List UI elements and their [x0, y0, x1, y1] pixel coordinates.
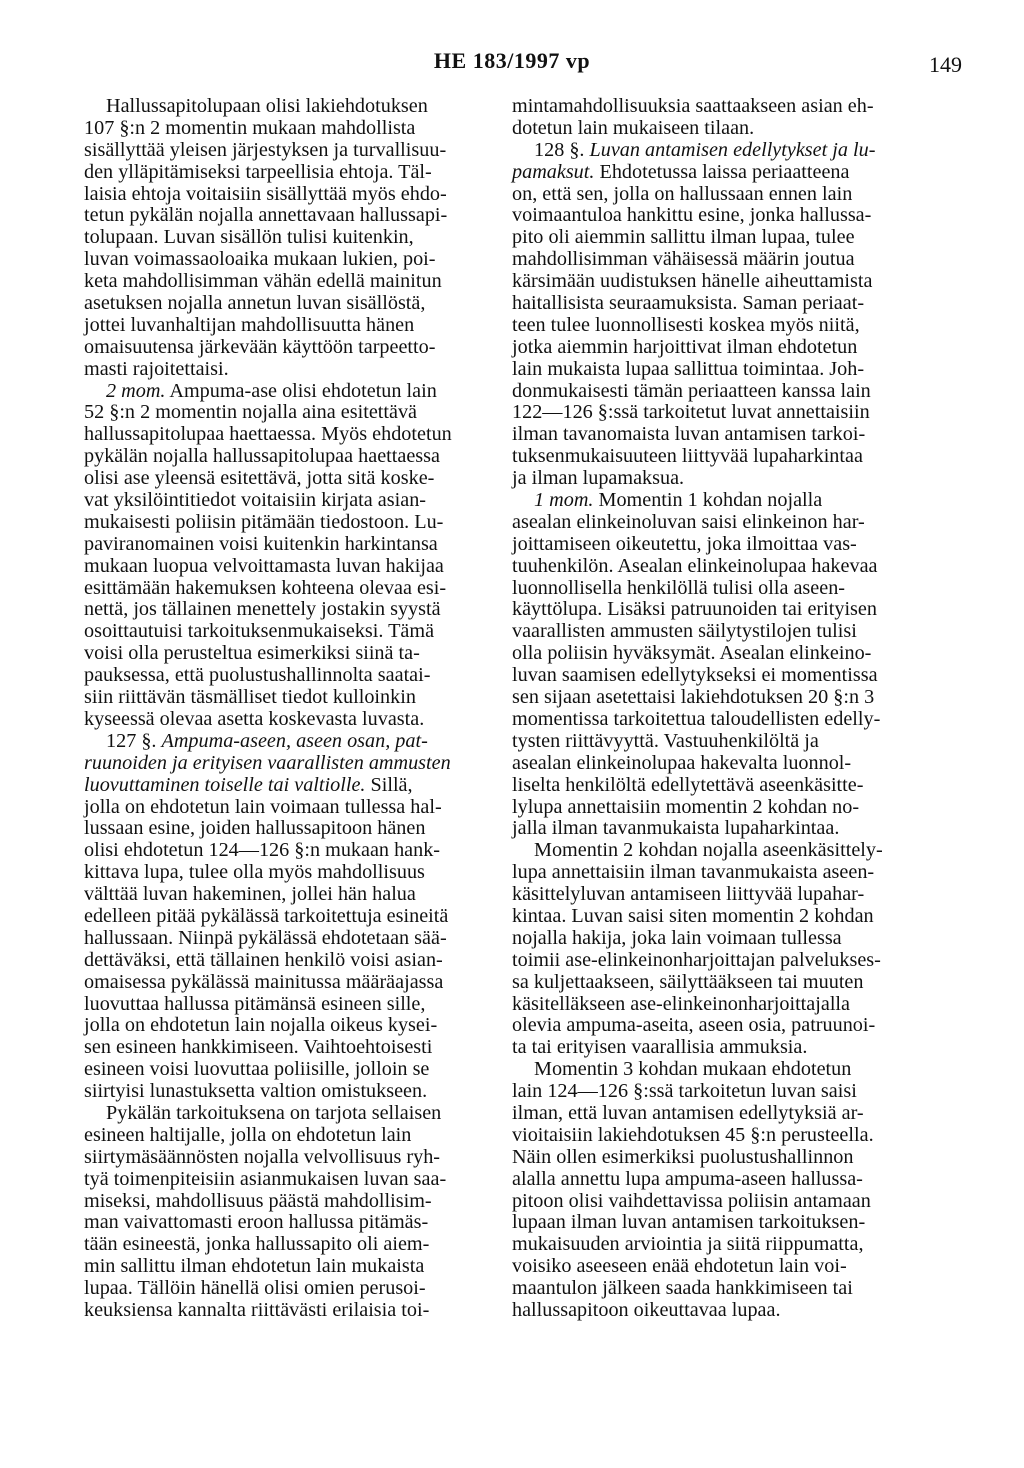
text-line	[512, 862, 940, 884]
text-line	[512, 402, 940, 424]
body-text: ja ilman lupamaksua.	[512, 467, 685, 490]
body-text: dettäväksi, että tällainen henkilö voisi asian-	[84, 948, 443, 971]
text-line	[84, 1191, 512, 1213]
body-text: pitoon olisi vaihdettavissa poliisin antamaan	[512, 1189, 871, 1212]
body-text: sa kuljettaakseen, säilyttääkseen tai muuten	[512, 970, 864, 993]
text-line	[512, 818, 940, 840]
body-text: 107 §:n 2 momentin mukaan mahdollista	[84, 116, 416, 139]
text-line	[84, 184, 512, 206]
body-text: Ehdotetussa laissa periaatteena	[594, 160, 850, 183]
body-text: pauksessa, että puolustushallinnolta saatai-	[84, 664, 431, 687]
text-line	[84, 534, 512, 556]
body-text: jolla on ehdotetun lain nojalla oikeus kysei-	[84, 1014, 438, 1037]
text-line	[84, 578, 512, 600]
body-text: kärsimään uudistuksen hänelle aiheuttamista	[512, 270, 873, 293]
body-text: käyttölupa. Lisäksi patruunoiden tai erityisen	[512, 598, 877, 621]
body-text: lupa annettaisiin ilman tavanmukaista aseen-	[512, 861, 875, 884]
text-line	[84, 1147, 512, 1169]
body-text: Momentin 1 kohdan nojalla	[593, 489, 823, 512]
text-line	[84, 468, 512, 490]
italic-heading-text: luovuttaminen toiselle tai valtiolle.	[84, 773, 366, 796]
body-text: pito oli aiemmin sallittu ilman lupaa, tulee	[512, 226, 855, 249]
body-text: luonnollisella henkilöllä tulisi olla aseen-	[512, 576, 846, 599]
text-line	[512, 709, 940, 731]
text-line	[512, 227, 940, 249]
text-line	[512, 1015, 940, 1037]
text-line	[84, 140, 512, 162]
text-line	[84, 687, 512, 709]
body-text: asetuksen nojalla annetun luvan sisällöstä,	[84, 292, 426, 315]
body-text: tuuhenkilön. Asealan elinkeinolupaa hakevaa	[512, 554, 878, 577]
body-text: luvan saamisen edellytykseksi ei momentissa	[512, 664, 878, 687]
text-line	[84, 1125, 512, 1147]
text-line	[512, 556, 940, 578]
text-line	[84, 1059, 512, 1081]
body-text: jolla on ehdotetun lain voimaan tullessa hal-	[84, 795, 442, 818]
text-line	[512, 1081, 940, 1103]
body-text: keuksiensa kannalta riittävästi erilaisia toi-	[84, 1298, 430, 1321]
body-text: 122—126 §:ssä tarkoitetut luvat annettaisiin	[512, 401, 870, 424]
text-line	[84, 1103, 512, 1125]
text-line	[512, 293, 940, 315]
text-line	[84, 1256, 512, 1278]
text-line	[512, 665, 940, 687]
body-text: tyä toimenpiteisiin asianmukaisen luvan saa-	[84, 1167, 447, 1190]
body-text: tetun pykälän nojalla annettavaan hallussapi-	[84, 204, 448, 227]
text-line	[84, 96, 512, 118]
body-text: den ylläpitämiseksi tarpeellisia ehtoja. Täl-	[84, 160, 432, 183]
text-line	[84, 1234, 512, 1256]
text-line	[512, 1256, 940, 1278]
text-line	[512, 950, 940, 972]
body-text: asealan elinkeinolupaa hakevalta luonnol-	[512, 751, 852, 774]
text-line	[512, 162, 940, 184]
text-line	[84, 315, 512, 337]
text-line	[512, 359, 940, 381]
text-line	[512, 753, 940, 775]
body-text: omaisuutensa järkevään käyttöön tarpeetto-	[84, 335, 436, 358]
text-line	[84, 359, 512, 381]
body-text: 128 §.	[534, 138, 590, 161]
text-line	[512, 643, 940, 665]
body-text: laisia ehtoja voitaisiin sisällyttää myös ehdo-	[84, 182, 447, 205]
body-text: hallussapitolupaa haettaessa. Myös ehdotetun	[84, 423, 452, 446]
body-text: jalla ilman tavanmukaista lupaharkintaa.	[512, 817, 840, 840]
text-line	[84, 731, 512, 753]
text-line	[512, 1278, 940, 1300]
text-line	[84, 709, 512, 731]
text-line	[512, 928, 940, 950]
body-text: omaisessa pykälässä mainitussa määräajassa	[84, 970, 444, 993]
italic-heading-text: 2 mom.	[106, 379, 166, 402]
body-text: mahdollisimman vähäisessä määrin joutua	[512, 248, 855, 271]
text-line	[512, 337, 940, 359]
body-text: mukaisesti poliisin pitämään tiedostoon. Lu-	[84, 510, 444, 533]
text-line	[512, 1300, 940, 1322]
text-line	[84, 621, 512, 643]
text-line	[512, 972, 940, 994]
body-text: voisiko aseeseen enää ehdotetun lain voi-	[512, 1255, 847, 1278]
body-text: alalla annettu lupa ampuma-aseen hallussa-	[512, 1167, 863, 1190]
text-line	[84, 1278, 512, 1300]
text-line	[512, 381, 940, 403]
text-line	[84, 862, 512, 884]
text-line	[84, 293, 512, 315]
body-text: olla poliisin hyväksymät. Asealan elinkeino-	[512, 642, 872, 665]
body-text: man vaivattomasti eroon hallussa pitämäs-	[84, 1211, 429, 1234]
body-text: olisi ehdotetun 124—126 §:n mukaan hank-	[84, 839, 441, 862]
text-line	[84, 1081, 512, 1103]
body-text: osoittautuisi tarkoituksenmukaiseksi. Tämä	[84, 620, 435, 643]
text-line	[512, 315, 940, 337]
body-text: toimii ase-elinkeinonharjoittajan palvelukses-	[512, 948, 881, 971]
text-line	[84, 906, 512, 928]
body-text: momentissa tarkoitettua taloudellisten edelly-	[512, 707, 881, 730]
text-line	[512, 1125, 940, 1147]
text-line	[84, 271, 512, 293]
body-text: siirtyisi lunastuksetta valtion omistukseen.	[84, 1080, 428, 1103]
text-line	[84, 424, 512, 446]
body-text: käsittelyluvan antamiseen liittyvää lupahar-	[512, 883, 865, 906]
text-line	[512, 118, 940, 140]
text-line	[512, 1234, 940, 1256]
body-text: jottei luvanhaltijan mahdollisuutta hänen	[84, 313, 415, 336]
text-line	[512, 1212, 940, 1234]
body-text: haitallisista seuraamuksista. Saman periaat-	[512, 292, 865, 315]
text-line	[84, 227, 512, 249]
body-text: masti rajoitettaisi.	[84, 357, 229, 380]
italic-heading-text: Ampuma-aseen, aseen osan, pat-	[161, 729, 428, 752]
body-text: käsitelläkseen ase-elinkeinonharjoittajalla	[512, 992, 851, 1015]
body-text: ilman tavanomaista luvan antamisen tarkoi-	[512, 423, 866, 446]
page-number: 149	[929, 52, 962, 77]
body-text: keta mahdollisimman vähän edellä mainitun	[84, 270, 442, 293]
body-text: siin riittävän täsmälliset tiedot kulloinkin	[84, 686, 416, 709]
text-line	[84, 950, 512, 972]
body-text: esineen haltijalle, jolla on ehdotetun lain	[84, 1123, 412, 1146]
text-line	[84, 994, 512, 1016]
body-text: min sallittu ilman ehdotetun lain mukaista	[84, 1255, 425, 1278]
text-line	[512, 1169, 940, 1191]
body-text: edelleen pitää pykälässä tarkoitettuja esineitä	[84, 904, 449, 927]
text-line	[84, 1015, 512, 1037]
text-line	[84, 643, 512, 665]
text-line	[84, 446, 512, 468]
text-line	[84, 818, 512, 840]
text-line	[84, 753, 512, 775]
body-text: jotka aiemmin harjoittivat ilman ehdotetun	[512, 335, 858, 358]
text-line	[512, 578, 940, 600]
text-line	[512, 906, 940, 928]
italic-heading-text: ruunoiden ja erityisen vaarallisten ammusten	[84, 751, 451, 774]
body-text: hallussapitoon oikeuttavaa lupaa.	[512, 1298, 781, 1321]
italic-heading-text: pamaksut.	[512, 160, 595, 183]
body-text: voisi olla perusteltua esimerkiksi siinä ta-	[84, 642, 420, 665]
body-text: Sillä,	[365, 773, 413, 796]
body-text: 127 §.	[106, 729, 162, 752]
body-text: on, että sen, jolla on hallussaan ennen lain	[512, 182, 853, 205]
text-line	[84, 1037, 512, 1059]
body-text: mukaisuuden arviointia ja siitä riippumatta,	[512, 1233, 864, 1256]
body-text: mintamahdollisuuksia saattaakseen asian eh-	[512, 95, 874, 117]
italic-heading-text: Luvan antamisen edellytykset ja lu-	[589, 138, 876, 161]
text-line	[512, 599, 940, 621]
body-text: 52 §:n 2 momentin nojalla aina esitettävä	[84, 401, 418, 424]
text-line	[512, 1059, 940, 1081]
text-line	[512, 1147, 940, 1169]
body-text: Momentin 3 kohdan mukaan ehdotetun	[534, 1058, 852, 1081]
body-text: Näin ollen esimerkiksi puolustushallinnon	[512, 1145, 854, 1168]
text-line	[512, 1103, 940, 1125]
text-line	[84, 599, 512, 621]
body-text: tään esineestä, jonka hallussapito oli aiem-	[84, 1233, 430, 1256]
text-line	[84, 797, 512, 819]
body-text: liselta henkilöltä edellytettävä aseenkäsitte-	[512, 773, 864, 796]
body-text: siirtymäsäännösten nojalla velvollisuus ryh-	[84, 1145, 441, 1168]
text-line	[84, 381, 512, 403]
text-line	[84, 665, 512, 687]
body-text: teen tulee luonnollisesti koskea myös niitä,	[512, 313, 860, 336]
body-text: esineen voisi luovuttaa poliisille, jolloin se	[84, 1058, 430, 1081]
body-text: esittämään hakemuksen kohteena olevaa esi-	[84, 576, 447, 599]
body-text: lylupa annettaisiin momentin 2 kohdan no-	[512, 795, 860, 818]
body-text: lain 124—126 §:ssä tarkoitetun luvan saisi	[512, 1080, 857, 1103]
body-text: Ampuma-ase olisi ehdotetun lain	[165, 379, 437, 402]
body-text: sen esineen hankkimiseen. Vaihtoehtoisesti	[84, 1036, 433, 1059]
italic-heading-text: 1 mom.	[534, 489, 594, 512]
text-line	[84, 249, 512, 271]
text-line	[512, 534, 940, 556]
text-line	[512, 775, 940, 797]
body-text: Pykälän tarkoituksena on tarjota sellaisen	[106, 1101, 442, 1124]
page-header-title: HE 183/1997 vp	[433, 48, 591, 73]
body-text: hallussaan. Niinpä pykälässä ehdotetaan sää-	[84, 926, 447, 949]
text-line	[512, 512, 940, 534]
text-line	[84, 972, 512, 994]
body-text: ilman, että luvan antamisen edellytyksiä ar-	[512, 1101, 864, 1124]
text-line	[512, 797, 940, 819]
text-line	[84, 928, 512, 950]
body-text: tuksenmukaisuuteen liittyvää lupaharkintaa	[512, 445, 863, 468]
body-text: donmukaisesti tämän periaatteen kanssa lain	[512, 379, 871, 402]
body-text: pykälän nojalla hallussapitolupaa haettaessa	[84, 445, 440, 468]
text-line	[512, 994, 940, 1016]
text-line	[512, 205, 940, 227]
text-line	[84, 556, 512, 578]
text-line	[84, 1300, 512, 1322]
text-line	[512, 840, 940, 862]
body-text: tysten riittävyyttä. Vastuuhenkilöltä ja	[512, 729, 819, 752]
text-line	[84, 205, 512, 227]
text-line	[84, 775, 512, 797]
body-text: Momentin 2 kohdan nojalla aseenkäsittely-	[534, 839, 883, 862]
body-text: kittava lupa, tulee olla myös mahdollisuus	[84, 861, 425, 884]
body-text: lupaa. Tällöin hänellä olisi omien perusoi-	[84, 1277, 426, 1300]
text-line	[84, 402, 512, 424]
body-text: vioitaisiin lakiehdotuksen 45 §:n perusteella.	[512, 1123, 874, 1146]
text-line	[84, 118, 512, 140]
body-text: lain mukaista lupaa sallittua toimintaa. Joh-	[512, 357, 865, 380]
body-text: sen sijaan asetettaisi lakiehdotuksen 20 §:n 3	[512, 686, 875, 709]
body-text: tolupaan. Luvan sisällön tulisi kuitenkin,	[84, 226, 414, 249]
body-text: voimaantuloa hankittu esine, jonka hallussa-	[512, 204, 872, 227]
text-line	[512, 621, 940, 643]
text-line	[512, 96, 940, 118]
body-text: paviranomainen voisi kuitenkin harkintansa	[84, 532, 438, 555]
text-line	[512, 446, 940, 468]
text-line	[512, 468, 940, 490]
text-line	[512, 1191, 940, 1213]
text-line	[84, 512, 512, 534]
body-text: mukaan luopua velvoittamasta luvan hakijaa	[84, 554, 444, 577]
body-text: vaarallisten ammusten säilytystilojen tulisi	[512, 620, 857, 643]
left-text-column	[84, 96, 512, 1322]
text-line	[512, 424, 940, 446]
body-text: sisällyttää yleisen järjestyksen ja turvallisuu-	[84, 138, 447, 161]
body-text: olisi ase yleensä esitettävä, jotta sitä koske-	[84, 467, 435, 490]
text-line	[84, 884, 512, 906]
body-text: miseksi, mahdollisuus päästä mahdollisim-	[84, 1189, 432, 1212]
text-line	[512, 884, 940, 906]
text-line	[512, 140, 940, 162]
body-text: lussaan esine, joiden hallussapitoon hänen	[84, 817, 426, 840]
body-text: asealan elinkeinoluvan saisi elinkeinon har-	[512, 510, 865, 533]
body-text: lupaan ilman luvan antamisen tarkoituksen-	[512, 1211, 866, 1234]
body-text: nettä, jos tällainen menettely jostakin syystä	[84, 598, 441, 621]
body-text: vat yksilöintitiedot voitaisiin kirjata asian-	[84, 489, 427, 512]
text-line	[84, 490, 512, 512]
body-text: olevia ampuma-aseita, aseen osia, patruunoi-	[512, 1014, 876, 1037]
text-line	[84, 1212, 512, 1234]
body-text: ta tai erityisen vaarallisia ammuksia.	[512, 1036, 808, 1059]
body-text: dotetun lain mukaiseen tilaan.	[512, 116, 755, 139]
text-line	[512, 249, 940, 271]
body-text: joittamiseen oikeutettu, joka ilmoittaa vas-	[512, 532, 857, 555]
body-text: luovuttaa hallussa pitämänsä esineen sille,	[84, 992, 426, 1015]
text-line	[512, 1037, 940, 1059]
body-text: nojalla hakija, joka lain voimaan tullessa	[512, 926, 842, 949]
body-text: välttää luvan hakeminen, jollei hän halua	[84, 883, 416, 906]
text-line	[84, 337, 512, 359]
text-line	[84, 162, 512, 184]
body-text: kintaa. Luvan saisi siten momentin 2 kohdan	[512, 904, 874, 927]
text-line	[84, 1169, 512, 1191]
body-text: luvan voimassaoloaika mukaan lukien, poi-	[84, 248, 436, 271]
body-text: maantulon jälkeen saada hankkimiseen tai	[512, 1277, 853, 1300]
right-text-column	[512, 96, 940, 1322]
text-line	[512, 490, 940, 512]
text-line	[512, 271, 940, 293]
body-text: kyseessä olevaa asetta koskevasta luvasta.	[84, 707, 425, 730]
text-line	[512, 184, 940, 206]
text-line	[84, 840, 512, 862]
text-line	[512, 731, 940, 753]
body-text: Hallussapitolupaan olisi lakiehdotuksen	[106, 95, 428, 117]
text-line	[512, 687, 940, 709]
